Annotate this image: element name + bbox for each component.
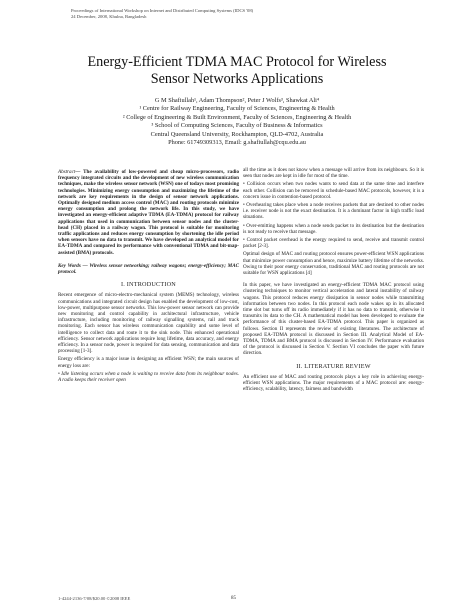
paper-outline-paragraph: In this paper, we have investigated an energy-efficient TDMA MAC protocol using clustering techniques to monitor vertical acceleration and lateral instability of railway wagons. This protocol reduces energy dissipation in sensor nodes while transmitting information between two nodes. In this protocol each node wakes up in its allocated time slot but turns off its radio immediately if it has no data to transmit, otherwise it transmits its data to the CH. A mathematical model has been developed to evaluate the performance of this cluster-based EA-TDMA protocol. This paper is organized as follows. Section II represents the review of existing literatures. The architecture of proposed EA-TDMA protocol is discussed in Section III. Analytical Model of EA-TDMA, TDMA and BMA protocol is discussed in Section IV. Performance evaluation of the protocol is discussed in Section V. Section VI concludes the paper with future direction.: [243, 282, 424, 357]
author-block: [60, 97, 414, 147]
title-line-2: Sensor Networks Applications: [150, 71, 324, 87]
conference-line-1: Proceedings of International Workshop on Internet and Distributed Computing Systems (IDCS '08): [71, 8, 254, 13]
intro-paragraph-2: Energy efficiency is a major issue in designing an efficient WSN; the main sources of energy loss are:: [58, 356, 239, 369]
paper-title: [40, 54, 434, 88]
bullet-over-emitting: • Over-emitting happens when a node sends packet to its destination but the destination is not ready to receive that message.: [243, 222, 424, 235]
bullet-overhearing: • Overhearing takes place when a node receives packets that are destined to other nodes i.e. receiver node is not the exact destination. It is a dominant factor in high traffic load situations.: [243, 202, 424, 221]
abstract-text: — The availability of low-powered and cheap micro-processors, radio frequency integrated circuits and the development of new wireless communication techniques, make the wireless sensor network (WSN) one of todays most promising technologies. Minimizing energy consumption and maximizing the lifetime of the network are key requirements in the design of sensor network applications. Optimally designed medium access control (MAC) and routing protocols minimize energy consumption and prolong the network life. In this study, we have investigated an energy-efficient adaptive TDMA (EA-TDMA) protocol for railway applications that used in communication between sensor nodes and the cluster-head (CH) placed in a railway wagon. This protocol is suitable for monitoring traffic applications and reduces energy consumption by shortening the idle period when sensors have no data to transmit. We have developed an analytical model for EA-TDMA and compared its performance with conventional TDMA and bit-map-assisted (BMA) protocols.: [58, 169, 239, 256]
affiliation-1: ¹ Centre for Railway Engineering, Faculty of Sciences, Engineering & Health: [139, 105, 335, 113]
conference-line-2: 24 December, 2008, Khulna, Bangladesh: [71, 13, 147, 19]
affiliation-3: ³ School of Computing Sciences, Faculty of Business & Informatics: [151, 122, 323, 130]
review-paragraph: An efficient use of MAC and routing protocols plays a key role in achieving energy-efficient WSN applications. The major requirements of a MAC protocol are: energy-efficiency, scalability, latency, fairness and bandwidth: [243, 373, 424, 393]
page-number: 85: [231, 596, 236, 601]
abstract-label: Abstract: [58, 169, 76, 175]
isbn-footer: 1-4244-2136-7/08/$20.00 ©2008 IEEE: [58, 596, 131, 601]
section-heading-literature-review: II. LITERATURE REVIEW: [296, 362, 371, 370]
section-heading-introduction: I. INTRODUCTION: [121, 281, 176, 289]
right-column: [243, 167, 424, 395]
bullet-control-overhead: • Control packet overhead is the energy required to send, receive and transmit control packet [2-3].: [243, 237, 424, 250]
conference-header: [71, 8, 291, 19]
author-names: G M Shafiullah¹, Adam Thompson², Peter J Wolfs³, Shawkat Ali⁴: [154, 97, 320, 104]
contact-line: Phone: 61749309313, Email: g.shafiullah@cqu.edu.au: [168, 139, 306, 147]
abstract: [58, 169, 239, 256]
affiliation-4: Central Queensland University, Rockhampton, QLD-4702, Australia: [150, 130, 324, 138]
title-line-1: Energy-Efficient TDMA MAC Protocol for Wireless: [87, 54, 387, 70]
bullet-collision: • Collision occurs when two nodes wants to send data at the same time and interfere each other. Collision can be removed in schedule-based MAC protocols, however, it is a concern issue in contention-based protocol.: [243, 181, 424, 200]
intro-paragraph-1: Recent emergence of micro-electro-mechanical system (MEMS) technology, wireless communications and integrated circuit design has enabled the development of low-cost, low-power, multipurpose sensor networks. This low-power sensor network can provide new monitoring and control capability in architectural infrastructure, vehicle infrastructure, including monitoring of railway signalling systems, rail and track monitoring. Each sensor has wireless communication capability and some level of intelligence to collect data and route it to the sink node. This enhanced operational efficiency. Sensor network applications require long lifetime, data accuracy, and energy efficiency. In a sensor node, power is required for data sensing, communication and data processing [1-3].: [58, 292, 239, 355]
keywords: Key Words — Wireless sensor networking; railway wagons; energy-efficiency; MAC protocol.: [58, 262, 239, 276]
idle-listening-continued: all the time as it does not know when a message will arrive from its neighbours. So it is seen that nodes are kept in idle for most of the time.: [243, 167, 424, 180]
affiliation-2: ² College of Engineering & Built Environment, Faculty of Sciences, Engineering & Health: [122, 113, 352, 121]
left-column: [58, 169, 239, 385]
summary-paragraph: Optimal design of MAC and routing protocol ensures power-efficient WSN applications that minimize power consumption and hence, maximize battery lifetime of the networks. Owing to their poor energy conservation, traditional MAC and routing protocols are not suitable for WSN applications [4]: [243, 251, 424, 277]
bullet-idle-listening: • Idle listening occurs when a node is waiting to receive data from its neighbour nodes. A radio keeps their receiver open: [58, 370, 239, 384]
